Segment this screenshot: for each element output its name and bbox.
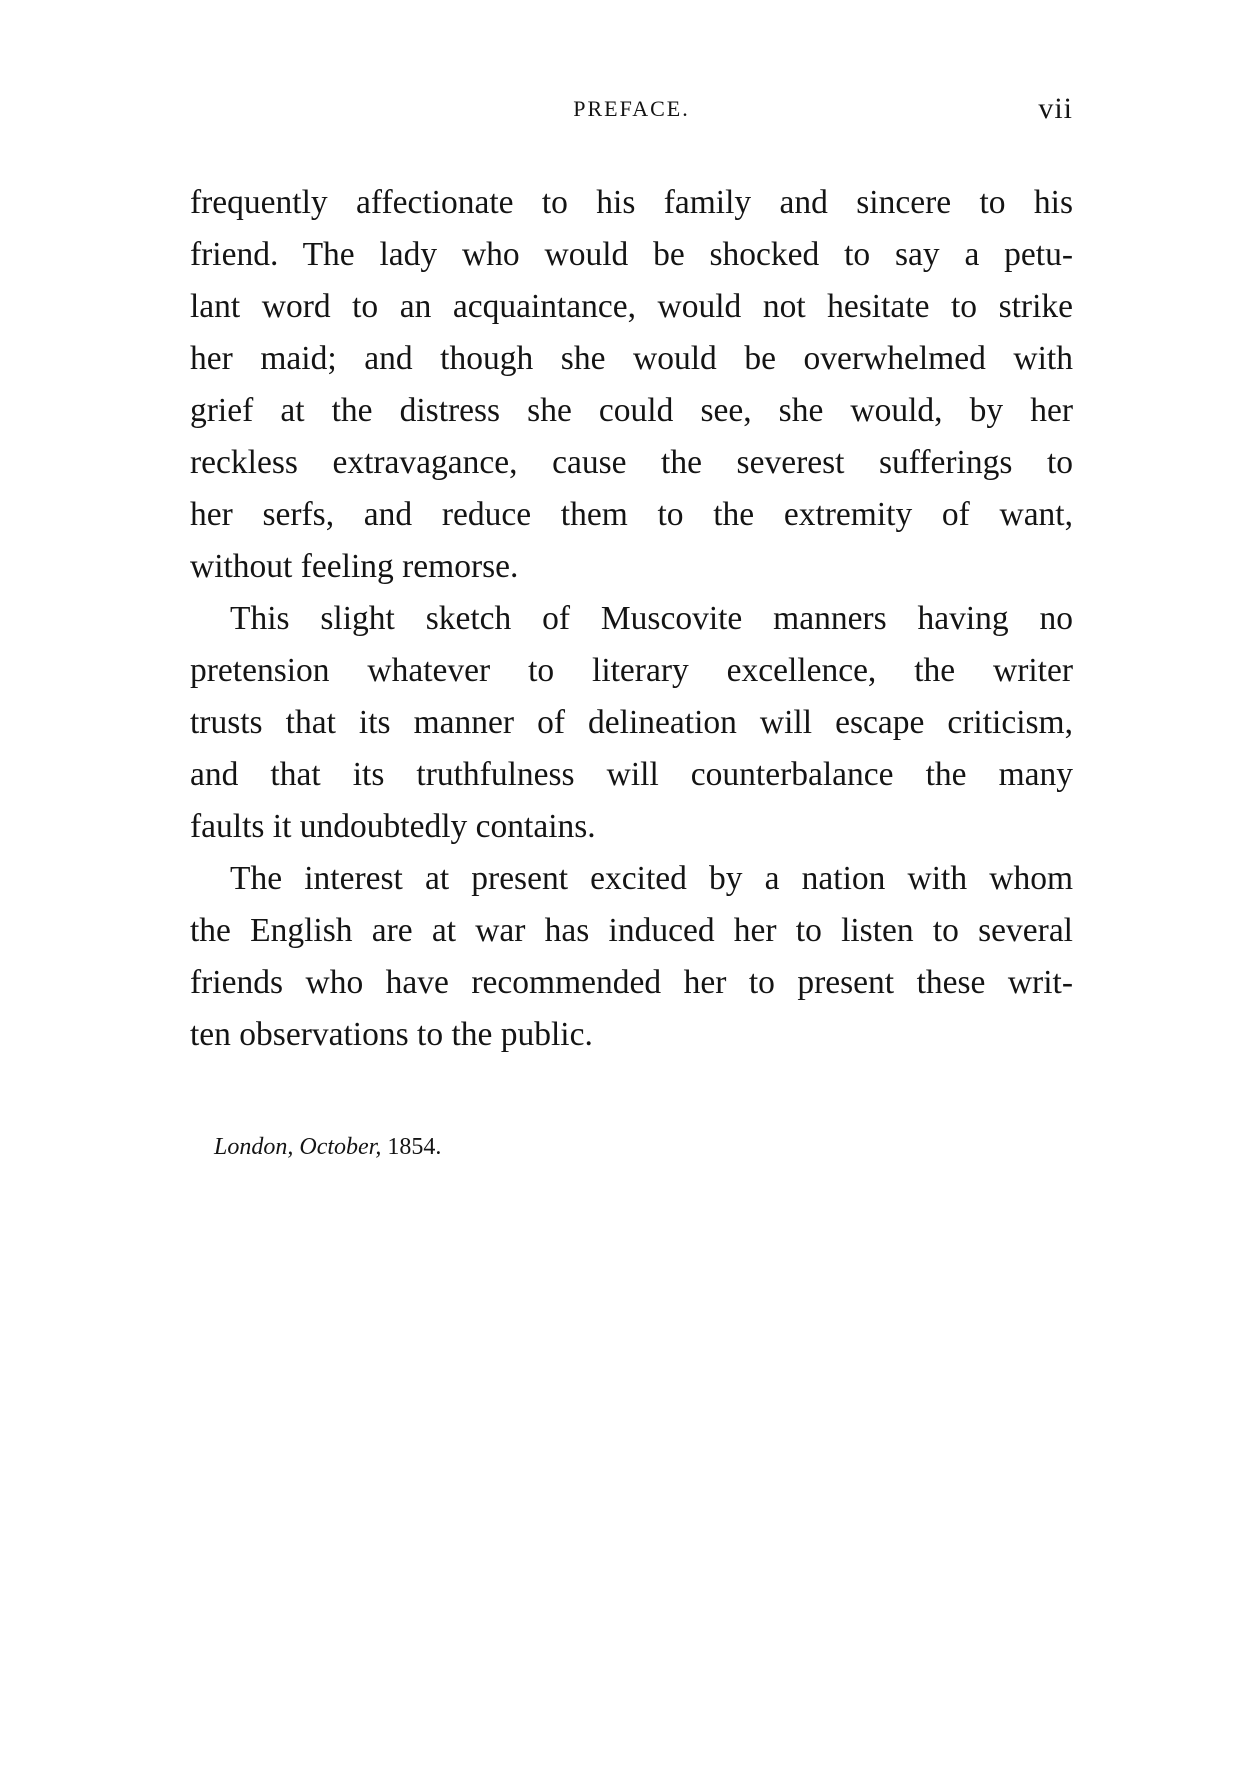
text-line: grief at the distress she could see, she would, by her xyxy=(190,392,1073,429)
text-line: and that its truthfulness will counterbalance the many xyxy=(190,756,1073,793)
signature-place: London, xyxy=(214,1134,294,1160)
text-line: her maid; and though she would be overwhelmed with xyxy=(190,340,1073,377)
text-line: trusts that its manner of delineation will escape criticism, xyxy=(190,704,1073,741)
page-number: vii xyxy=(1038,92,1073,125)
paragraph-1 xyxy=(190,177,1073,593)
text-line: ten observations to the public. xyxy=(190,1016,593,1053)
text-line: the English are at war has induced her to listen to several xyxy=(190,912,1073,949)
text-line: frequently affectionate to his family and sincere to his xyxy=(190,184,1073,221)
running-head-title: PREFACE. xyxy=(573,96,690,121)
text-line: her serfs, and reduce them to the extremity of want, xyxy=(190,496,1073,533)
signature-month: October, xyxy=(299,1134,382,1160)
body-text xyxy=(190,177,1073,1061)
text-line: pretension whatever to literary excellence, the writer xyxy=(190,652,1073,689)
text-line: This slight sketch of Muscovite manners having no xyxy=(230,600,1073,637)
text-line: friends who have recommended her to present these writ- xyxy=(190,964,1073,1001)
paragraph-2 xyxy=(190,593,1073,853)
running-head xyxy=(190,92,1073,136)
text-line: without feeling remorse. xyxy=(190,548,519,585)
paragraph-3 xyxy=(190,853,1073,1061)
text-line: reckless extravagance, cause the severest sufferings to xyxy=(190,444,1073,481)
text-line: friend. The lady who would be shocked to say a petu- xyxy=(190,236,1073,273)
text-line: The interest at present excited by a nation with whom xyxy=(230,860,1073,897)
text-line: lant word to an acquaintance, would not hesitate to strike xyxy=(190,288,1073,325)
signature-year: 1854. xyxy=(387,1134,442,1160)
signature-dateline xyxy=(214,1134,441,1161)
text-line: faults it undoubtedly contains. xyxy=(190,808,596,845)
